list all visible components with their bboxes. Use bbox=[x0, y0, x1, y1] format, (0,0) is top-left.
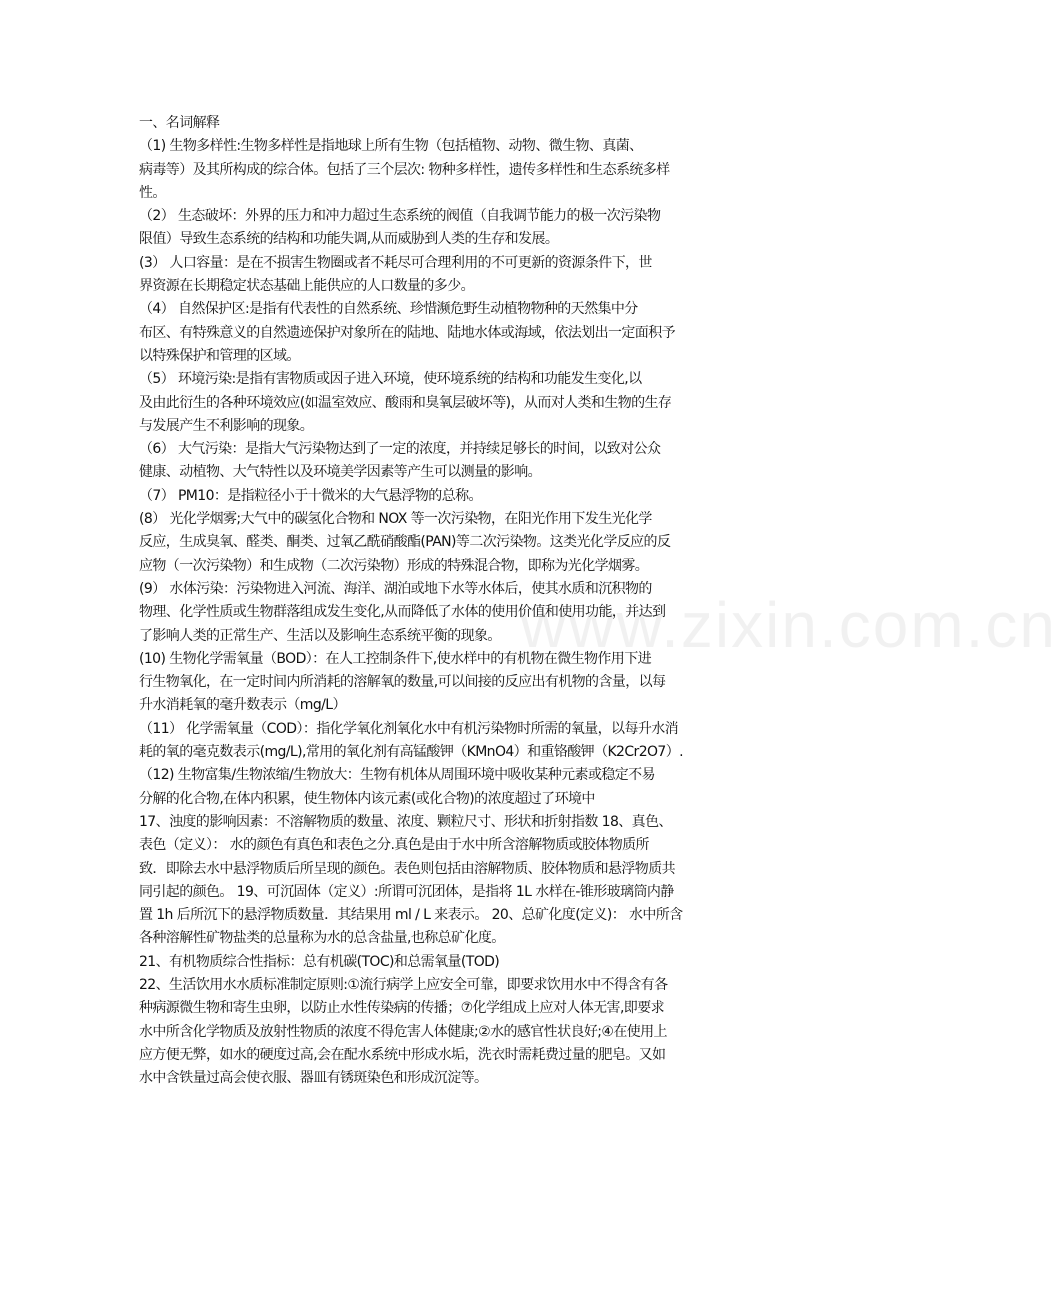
text-line: 了影响人类的正常生产、生活以及影响生态系统平衡的现象。 bbox=[139, 627, 501, 644]
text-line: （2） 生态破坏：外界的压力和冲力超过生态系统的阀值（自我调节能力的极一次污染物 bbox=[139, 208, 661, 225]
text-line: 分解的化合物,在体内积累，使生物体内该元素(或化合物)的浓度超过了环境中 bbox=[139, 790, 595, 807]
text-line: （11） 化学需氧量（COD）：指化学氧化剂氧化水中有机污染物时所需的氧量，以每升水消 bbox=[139, 720, 679, 737]
text-line: 17、浊度的影响因素：不溶解物质的数量、浓度、颗粒尺寸、形状和折射指数 18、真色、 bbox=[139, 813, 672, 830]
text-line: 性。 bbox=[139, 184, 166, 201]
text-line: (10) 生物化学需氧量（BOD）：在人工控制条件下,使水样中的有机物在微生物作用下进 bbox=[139, 650, 651, 667]
text-line: 表色（定义）： 水的颜色有真色和表色之分.真色是由于水中所含溶解物质或胶体物质所 bbox=[139, 837, 649, 854]
text-line: 水中含铁量过高会使衣服、器皿有锈斑染色和形成沉淀等。 bbox=[139, 1070, 488, 1087]
text-line: 界资源在长期稳定状态基础上能供应的人口数量的多少。 bbox=[139, 278, 474, 295]
text-line: 与发展产生不利影响的现象。 bbox=[139, 417, 314, 434]
text-line: 健康、动植物、大气特性以及环境美学因素等产生可以测量的影响。 bbox=[139, 464, 541, 481]
text-line: 应方便无弊，如水的硬度过高,会在配水系统中形成水垢，洗衣时需耗费过量的肥皂。又如 bbox=[139, 1046, 666, 1063]
text-line: 同引起的颜色。 19、可沉固体（定义）:所谓可沉团体，是指将 1L 水样在-锥形玻璃筒内静 bbox=[139, 883, 674, 900]
text-line: 22、生活饮用水水质标准制定原则:①流行病学上应安全可靠，即要求饮用水中不得含有各 bbox=[139, 976, 668, 993]
text-line: 反应，生成臭氧、醛类、酮类、过氧乙酰硝酸酯(PAN)等二次污染物。这类光化学反应的反 bbox=[139, 534, 671, 551]
text-line: 水中所含化学物质及放射性物质的浓度不得危害人体健康;②水的感官性状良好;④在使用上 bbox=[139, 1023, 667, 1040]
text-line: 种病源微生物和寄生虫卵，以防止水性传染病的传播；⑦化学组成上应对人体无害,即要求 bbox=[139, 1000, 664, 1017]
text-line: 各种溶解性矿物盐类的总量称为水的总含盐量,也称总矿化度。 bbox=[139, 930, 505, 947]
text-line: 耗的氧的毫克数表示(mg/L),常用的氧化剂有高锰酸钾（KMnO4）和重铬酸钾（K2Cr2O7）. bbox=[139, 744, 683, 761]
text-line: 行生物氧化，在一定时间内所消耗的溶解氧的数量,可以间接的反应出有机物的含量，以每 bbox=[139, 674, 666, 691]
text-line: 以特殊保护和管理的区域。 bbox=[139, 347, 300, 364]
text-line: 病毒等）及其所构成的综合体。包括了三个层次: 物种多样性，遗传多样性和生态系统多样 bbox=[139, 161, 670, 178]
text-line: （12) 生物富集/生物浓缩/生物放大：生物有机体从周围环境中吸收某种元素或稳定不易 bbox=[139, 767, 655, 784]
text-line: (3） 人口容量：是在不损害生物圈或者不耗尽可合理利用的不可更新的资源条件下，世 bbox=[139, 254, 652, 271]
text-line: 布区、有特殊意义的自然遗迹保护对象所在的陆地、陆地水体或海域，依法划出一定面积予 bbox=[139, 324, 675, 341]
text-line: 物理、化学性质或生物群落组成发生变化,从而降低了水体的使用价值和使用功能，并达到 bbox=[139, 604, 666, 621]
section-heading: 一、名词解释 bbox=[139, 115, 220, 131]
text-line: （6） 大气污染：是指大气污染物达到了一定的浓度，并持续足够长的时间，以致对公众 bbox=[139, 441, 661, 458]
text-line: 致．即除去水中悬浮物质后所呈现的颜色。表色则包括由溶解物质、胶体物质和悬浮物质共 bbox=[139, 860, 675, 877]
text-line: （1) 生物多样性:生物多样性是指地球上所有生物（包括植物、动物、微生物、真菌、 bbox=[139, 138, 643, 155]
text-line: （4） 自然保护区:是指有代表性的自然系统、珍惜濒危野生动植物物种的天然集中分 bbox=[139, 301, 638, 318]
text-line: (8） 光化学烟雾;大气中的碳氢化合物和 NOX 等一次污染物，在阳光作用下发生光化学 bbox=[139, 511, 652, 528]
text-line: （7） PM10：是指粒径小于十微米的大气悬浮物的总称。 bbox=[139, 487, 482, 504]
text-line: （5） 环境污染:是指有害物质或因子进入环境，使环境系统的结构和功能发生变化,以 bbox=[139, 371, 642, 388]
text-line: 及由此衍生的各种环境效应(如温室效应、酸雨和臭氧层破坏等)，从而对人类和生物的生存 bbox=[139, 394, 672, 411]
text-line: (9） 水体污染：污染物进入河流、海洋、湖泊或地下水等水体后，使其水质和沉积物的 bbox=[139, 580, 652, 597]
text-line: 升水消耗氧的毫升数表示（mg/L） bbox=[139, 697, 346, 714]
text-line: 应物（一次污染物）和生成物（二次污染物）形成的特殊混合物，即称为光化学烟雾。 bbox=[139, 557, 649, 574]
watermark: www.zixin.com.cn bbox=[520, 589, 1057, 661]
text-line: 21、有机物质综合性指标：总有机碳(TOC)和总需氧量(TOD) bbox=[139, 953, 500, 970]
text-line: 置 1h 后所沉下的悬浮物质数量．其结果用 ml / L 来表示。 20、总矿化度(定义)： 水中所含 bbox=[139, 907, 683, 924]
text-line: 限值）导致生态系统的结构和功能失调,从而威胁到人类的生存和发展。 bbox=[139, 231, 559, 248]
